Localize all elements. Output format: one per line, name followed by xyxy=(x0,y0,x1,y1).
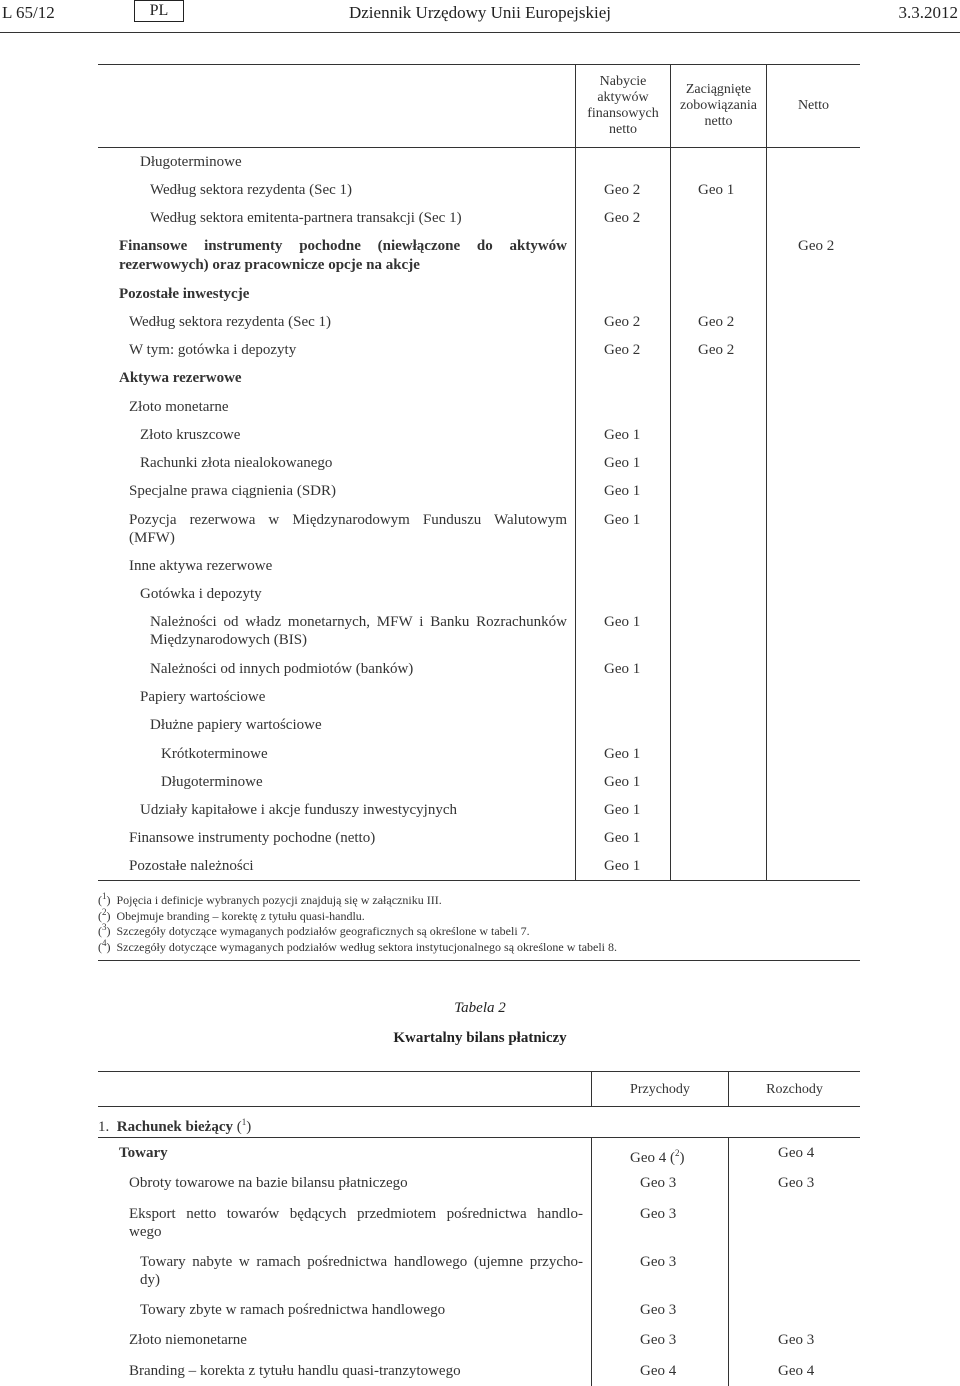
cell-value: Geo 2 xyxy=(798,238,835,254)
cell-value: Geo 4 xyxy=(778,1145,815,1161)
cell-value: Geo 1 xyxy=(604,830,641,846)
row-label-bold: Aktywa rezerwowe xyxy=(119,370,242,386)
row-label: Branding – korekta z tytułu handlu quasi-tranzytowego xyxy=(129,1363,461,1379)
row-label: Długoterminowe xyxy=(140,154,242,170)
row-label: Eksport netto towarów będących przedmiotem pośrednictwa handlo- xyxy=(129,1206,583,1222)
col-header-net: Netto xyxy=(797,98,830,113)
cell-value: Geo 2 xyxy=(604,182,641,198)
row-label: Udziały kapitałowe i akcje funduszy inwestycyjnych xyxy=(140,802,457,818)
table-header-rule xyxy=(98,1106,860,1107)
section-rule xyxy=(98,1137,860,1138)
cell-value: Geo 1 xyxy=(604,774,641,790)
row-label: Towary zbyte w ramach pośrednictwa handlowego xyxy=(140,1302,446,1318)
journal-date: 3.3.2012 xyxy=(898,3,958,22)
footnote: ($^2$) Obejmuje branding – korektę z tytułu quasi-handlu. xyxy=(98,907,365,923)
cell-value: Geo 2 xyxy=(698,314,735,330)
row-label: Złoto kruszcowe xyxy=(140,427,241,443)
row-label: Pozycja rezerwowa w Międzynarodowym Funduszu Walutowym xyxy=(129,512,567,528)
row-label: Krótkoterminowe xyxy=(161,746,268,762)
cell-value: Geo 2 xyxy=(604,342,641,358)
row-label: Według sektora rezydenta (Sec 1) xyxy=(150,182,353,198)
row-label: Dłużne papiery wartościowe xyxy=(150,717,322,733)
row-label: Według sektora emitenta-partnera transakcji (Sec 1) xyxy=(150,210,462,226)
row-label-bold: rezerwowych) oraz pracownicze opcje na akcje xyxy=(119,257,420,273)
cell-value: Geo 4 xyxy=(640,1363,677,1379)
footnote: ($^3$) Szczegóły dotyczące wymaganych podziałów geograficznych są określone w tabeli 7. xyxy=(98,922,530,938)
row-label: Specjalne prawa ciągnienia (SDR) xyxy=(129,483,337,499)
cell-value: Geo 1 xyxy=(604,614,641,630)
col-divider xyxy=(728,1137,729,1386)
cell-value: Geo 4 ($^2$) xyxy=(630,1148,685,1166)
col-header-debits: Rozchody xyxy=(766,1082,823,1097)
col-header-credits: Przychody xyxy=(630,1082,690,1097)
row-label: Towary nabyte w ramach pośrednictwa handlowego (ujemne przycho- xyxy=(140,1254,583,1270)
row-label: wego xyxy=(129,1224,162,1240)
row-label-bold: Towary xyxy=(119,1145,168,1161)
cell-value: Geo 4 xyxy=(778,1363,815,1379)
col-header-acquisition: Nabycie aktywów finansowych netto xyxy=(587,74,659,137)
row-label: Długoterminowe xyxy=(161,774,263,790)
row-label: Należności od innych podmiotów (banków) xyxy=(150,661,414,677)
cell-value: Geo 3 xyxy=(640,1332,677,1348)
row-label: Według sektora rezydenta (Sec 1) xyxy=(129,314,332,330)
cell-value: Geo 1 xyxy=(604,802,641,818)
cell-value: Geo 3 xyxy=(778,1175,815,1191)
section-heading: 1. Rachunek bieżący ($^1$) xyxy=(98,1117,252,1135)
row-label: Złoto niemonetarne xyxy=(129,1332,247,1348)
row-label: Gotówka i depozyty xyxy=(140,586,262,602)
page-header xyxy=(0,0,960,30)
cell-value: Geo 1 xyxy=(604,483,641,499)
cell-value: Geo 3 xyxy=(640,1206,677,1222)
col-divider xyxy=(591,1137,592,1386)
row-label: Finansowe instrumenty pochodne (netto) xyxy=(129,830,376,846)
row-label: Złoto monetarne xyxy=(129,399,229,415)
col-divider xyxy=(670,64,671,880)
journal-title: Dziennik Urzędowy Unii Europejskiej xyxy=(348,3,611,22)
row-label-bold: Pozostałe inwestycje xyxy=(119,286,250,302)
row-label: Rachunki złota niealokowanego xyxy=(140,455,333,471)
cell-value: Geo 2 xyxy=(604,210,641,226)
cell-value: Geo 1 xyxy=(604,512,641,528)
cell-value: Geo 1 xyxy=(604,427,641,443)
row-label: Obroty towarowe na bazie bilansu płatniczego xyxy=(129,1175,408,1191)
row-label: Międzynarodowych (BIS) xyxy=(150,632,308,648)
row-label: (MFW) xyxy=(129,530,175,546)
table-header-rule xyxy=(98,147,860,148)
journal-ref: L 65/12 xyxy=(2,3,55,22)
cell-value: Geo 3 xyxy=(778,1332,815,1348)
cell-value: Geo 3 xyxy=(640,1302,677,1318)
row-label: Papiery wartościowe xyxy=(140,689,266,705)
row-label-bold: Finansowe instrumenty pochodne (niewłączone do aktywów xyxy=(119,238,567,254)
row-label: dy) xyxy=(140,1272,160,1288)
row-label: Pozostałe należności xyxy=(129,858,254,874)
cell-value: Geo 3 xyxy=(640,1254,677,1270)
cell-value: Geo 2 xyxy=(604,314,641,330)
footnote-rule xyxy=(98,960,860,961)
row-label: Inne aktywa rezerwowe xyxy=(129,558,273,574)
row-label: W tym: gotówka i depozyty xyxy=(129,342,297,358)
cell-value: Geo 1 xyxy=(604,858,641,874)
cell-value: Geo 1 xyxy=(604,661,641,677)
table-top-rule xyxy=(98,1071,860,1072)
col-divider xyxy=(766,64,767,880)
row-label: Należności od władz monetarnych, MFW i Banku Rozrachunków xyxy=(150,614,567,630)
col-divider xyxy=(575,64,576,880)
footnote: ($^4$) Szczegóły dotyczące wymaganych podziałów według sektora instytucjonalnego są określone w tabeli 8. xyxy=(98,938,618,954)
table-top-rule xyxy=(98,64,860,65)
cell-value: Geo 3 xyxy=(640,1175,677,1191)
cell-value: Geo 2 xyxy=(698,342,735,358)
footnote: ($^1$) Pojęcia i definicje wybranych pozycji znajdują się w załączniku III. xyxy=(98,891,442,907)
cell-value: Geo 1 xyxy=(698,182,735,198)
col-header-liabilities: Zaciągnięte zobowiązania netto xyxy=(680,82,757,129)
header-rule xyxy=(0,32,960,33)
cell-value: Geo 1 xyxy=(604,746,641,762)
table-2-label: Tabela 2 xyxy=(454,1000,506,1016)
table-bottom-rule xyxy=(98,880,860,881)
language-badge: PL xyxy=(134,0,184,22)
table-2-title: Kwartalny bilans płatniczy xyxy=(393,1030,567,1046)
cell-value: Geo 1 xyxy=(604,455,641,471)
